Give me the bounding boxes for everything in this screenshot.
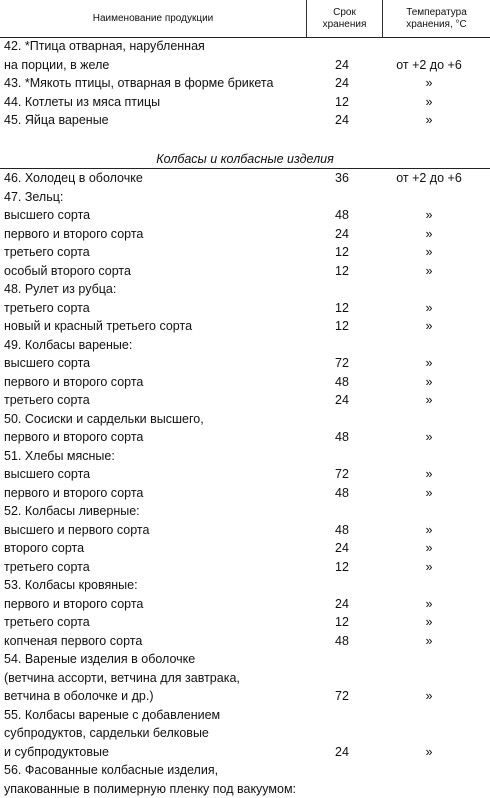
product-name: первого и второго сорта: [4, 373, 143, 392]
product-name: 42. *Птица отварная, нарубленная: [4, 37, 205, 56]
storage-term: 24: [318, 111, 366, 130]
table-row: [0, 354, 490, 373]
storage-temperature: »: [368, 428, 490, 447]
table-row: [0, 262, 490, 281]
storage-term: 48: [318, 373, 366, 392]
table-row: [0, 243, 490, 262]
column-header-name: Наименование продукции: [0, 0, 306, 37]
table-row: [0, 37, 490, 56]
storage-temperature: от +2 до +6: [368, 56, 490, 75]
table-row: [0, 188, 490, 207]
product-name: и субпродуктовые: [4, 743, 109, 762]
table-row: [0, 336, 490, 355]
storage-temperature: »: [368, 262, 490, 281]
storage-temperature: »: [368, 484, 490, 503]
table-row: [0, 56, 490, 75]
product-name: первого и второго сорта: [4, 484, 143, 503]
storage-temperature: »: [368, 74, 490, 93]
storage-temperature: »: [368, 299, 490, 318]
storage-term: 48: [318, 521, 366, 540]
product-name: 48. Рулет из рубца:: [4, 280, 116, 299]
product-name: копченая первого сорта: [4, 632, 142, 651]
section-heading: [0, 150, 490, 170]
table-row: [0, 428, 490, 447]
product-name: третьего сорта: [4, 613, 90, 632]
storage-term: 12: [318, 262, 366, 281]
table-row: [0, 521, 490, 540]
table-row: [0, 558, 490, 577]
product-name: высшего сорта: [4, 354, 90, 373]
product-name: первого и второго сорта: [4, 225, 143, 244]
storage-term: 24: [318, 74, 366, 93]
table-row: [0, 169, 490, 188]
product-name: на порции, в желе: [4, 56, 109, 75]
product-name: 44. Котлеты из мяса птицы: [4, 93, 160, 112]
storage-term: 12: [318, 613, 366, 632]
storage-term: 72: [318, 465, 366, 484]
table-row: [0, 225, 490, 244]
storage-term: 12: [318, 93, 366, 112]
product-name: первого и второго сорта: [4, 595, 143, 614]
storage-term: 48: [318, 484, 366, 503]
table-row: [0, 595, 490, 614]
storage-term: 24: [318, 56, 366, 75]
product-name: 45. Яйца вареные: [4, 111, 109, 130]
product-name: 49. Колбасы вареные:: [4, 336, 132, 355]
table-row: [0, 484, 490, 503]
table-row: [0, 743, 490, 762]
product-name: 55. Колбасы вареные с добавлением: [4, 706, 220, 725]
storage-term: 12: [318, 243, 366, 262]
product-name: высшего сорта: [4, 206, 90, 225]
table-row: [0, 650, 490, 669]
table-row: [0, 93, 490, 112]
table-row: [0, 373, 490, 392]
table-row: [0, 280, 490, 299]
storage-term: 12: [318, 299, 366, 318]
storage-temperature: »: [368, 391, 490, 410]
storage-term: 24: [318, 595, 366, 614]
column-header-temp: Температура хранения, °С: [383, 0, 490, 37]
storage-temperature: »: [368, 539, 490, 558]
table-row: [0, 111, 490, 130]
table-header: [0, 0, 490, 38]
product-name: первого и второго сорта: [4, 428, 143, 447]
product-name: третьего сорта: [4, 558, 90, 577]
storage-term: 36: [318, 169, 366, 188]
table-row: [0, 502, 490, 521]
table-row: [0, 465, 490, 484]
table-body: [0, 37, 490, 798]
storage-term: 72: [318, 687, 366, 706]
product-name: 52. Колбасы ливерные:: [4, 502, 140, 521]
product-name: 56. Фасованные колбасные изделия,: [4, 761, 218, 780]
product-name: 47. Зельц:: [4, 188, 63, 207]
storage-temperature: »: [368, 354, 490, 373]
table-row: [0, 576, 490, 595]
storage-temperature: от +2 до +6: [368, 169, 490, 188]
product-name: особый второго сорта: [4, 262, 131, 281]
product-name: третьего сорта: [4, 243, 90, 262]
table-row: [0, 410, 490, 429]
table-row: [0, 687, 490, 706]
storage-temperature: »: [368, 743, 490, 762]
storage-temperature: »: [368, 521, 490, 540]
product-name: 50. Сосиски и сардельки высшего,: [4, 410, 204, 429]
storage-term: 24: [318, 539, 366, 558]
table-row: [0, 391, 490, 410]
storage-term: 48: [318, 206, 366, 225]
product-name: новый и красный третьего сорта: [4, 317, 192, 336]
storage-term: 72: [318, 354, 366, 373]
storage-temperature: »: [368, 317, 490, 336]
table-row: [0, 447, 490, 466]
table-row: [0, 613, 490, 632]
product-name: 46. Холодец в оболочке: [4, 169, 143, 188]
product-name: (ветчина ассорти, ветчина для завтрака,: [4, 669, 240, 688]
storage-term: 24: [318, 391, 366, 410]
table-row: [0, 299, 490, 318]
product-name: высшего и первого сорта: [4, 521, 149, 540]
storage-temperature: »: [368, 206, 490, 225]
product-name: 43. *Мякоть птицы, отварная в форме брикета: [4, 74, 273, 93]
storage-term: 12: [318, 558, 366, 577]
row-spacer: [0, 130, 490, 150]
storage-term: 48: [318, 428, 366, 447]
storage-temperature: »: [368, 93, 490, 112]
product-name: субпродуктов, сардельки белковые: [4, 724, 209, 743]
table-row: [0, 780, 490, 798]
section-title: Колбасы и колбасные изделия: [0, 150, 490, 169]
table-row: [0, 706, 490, 725]
storage-temperature: »: [368, 687, 490, 706]
storage-temperature: »: [368, 225, 490, 244]
storage-temperature: »: [368, 243, 490, 262]
product-name: ветчина в оболочке и др.): [4, 687, 153, 706]
table-row: [0, 74, 490, 93]
storage-term: 24: [318, 225, 366, 244]
storage-temperature: »: [368, 595, 490, 614]
storage-term: 12: [318, 317, 366, 336]
table-row: [0, 669, 490, 688]
product-name: второго сорта: [4, 539, 84, 558]
column-header-term: Срок хранения: [307, 0, 382, 37]
table-row: [0, 632, 490, 651]
table-row: [0, 206, 490, 225]
product-name: третьего сорта: [4, 299, 90, 318]
storage-temperature: »: [368, 632, 490, 651]
storage-temperature: »: [368, 465, 490, 484]
product-name: третьего сорта: [4, 391, 90, 410]
storage-term: 48: [318, 632, 366, 651]
table-row: [0, 724, 490, 743]
table-row: [0, 317, 490, 336]
table-row: [0, 539, 490, 558]
product-name: высшего сорта: [4, 465, 90, 484]
storage-temperature: »: [368, 111, 490, 130]
product-name: 54. Вареные изделия в оболочке: [4, 650, 195, 669]
storage-term: 24: [318, 743, 366, 762]
storage-temperature: »: [368, 558, 490, 577]
storage-temperature: »: [368, 373, 490, 392]
storage-temperature: »: [368, 613, 490, 632]
product-name: упакованные в полимерную пленку под вакуумом:: [4, 780, 296, 798]
product-name: 51. Хлебы мясные:: [4, 447, 115, 466]
table-row: [0, 761, 490, 780]
product-name: 53. Колбасы кровяные:: [4, 576, 138, 595]
